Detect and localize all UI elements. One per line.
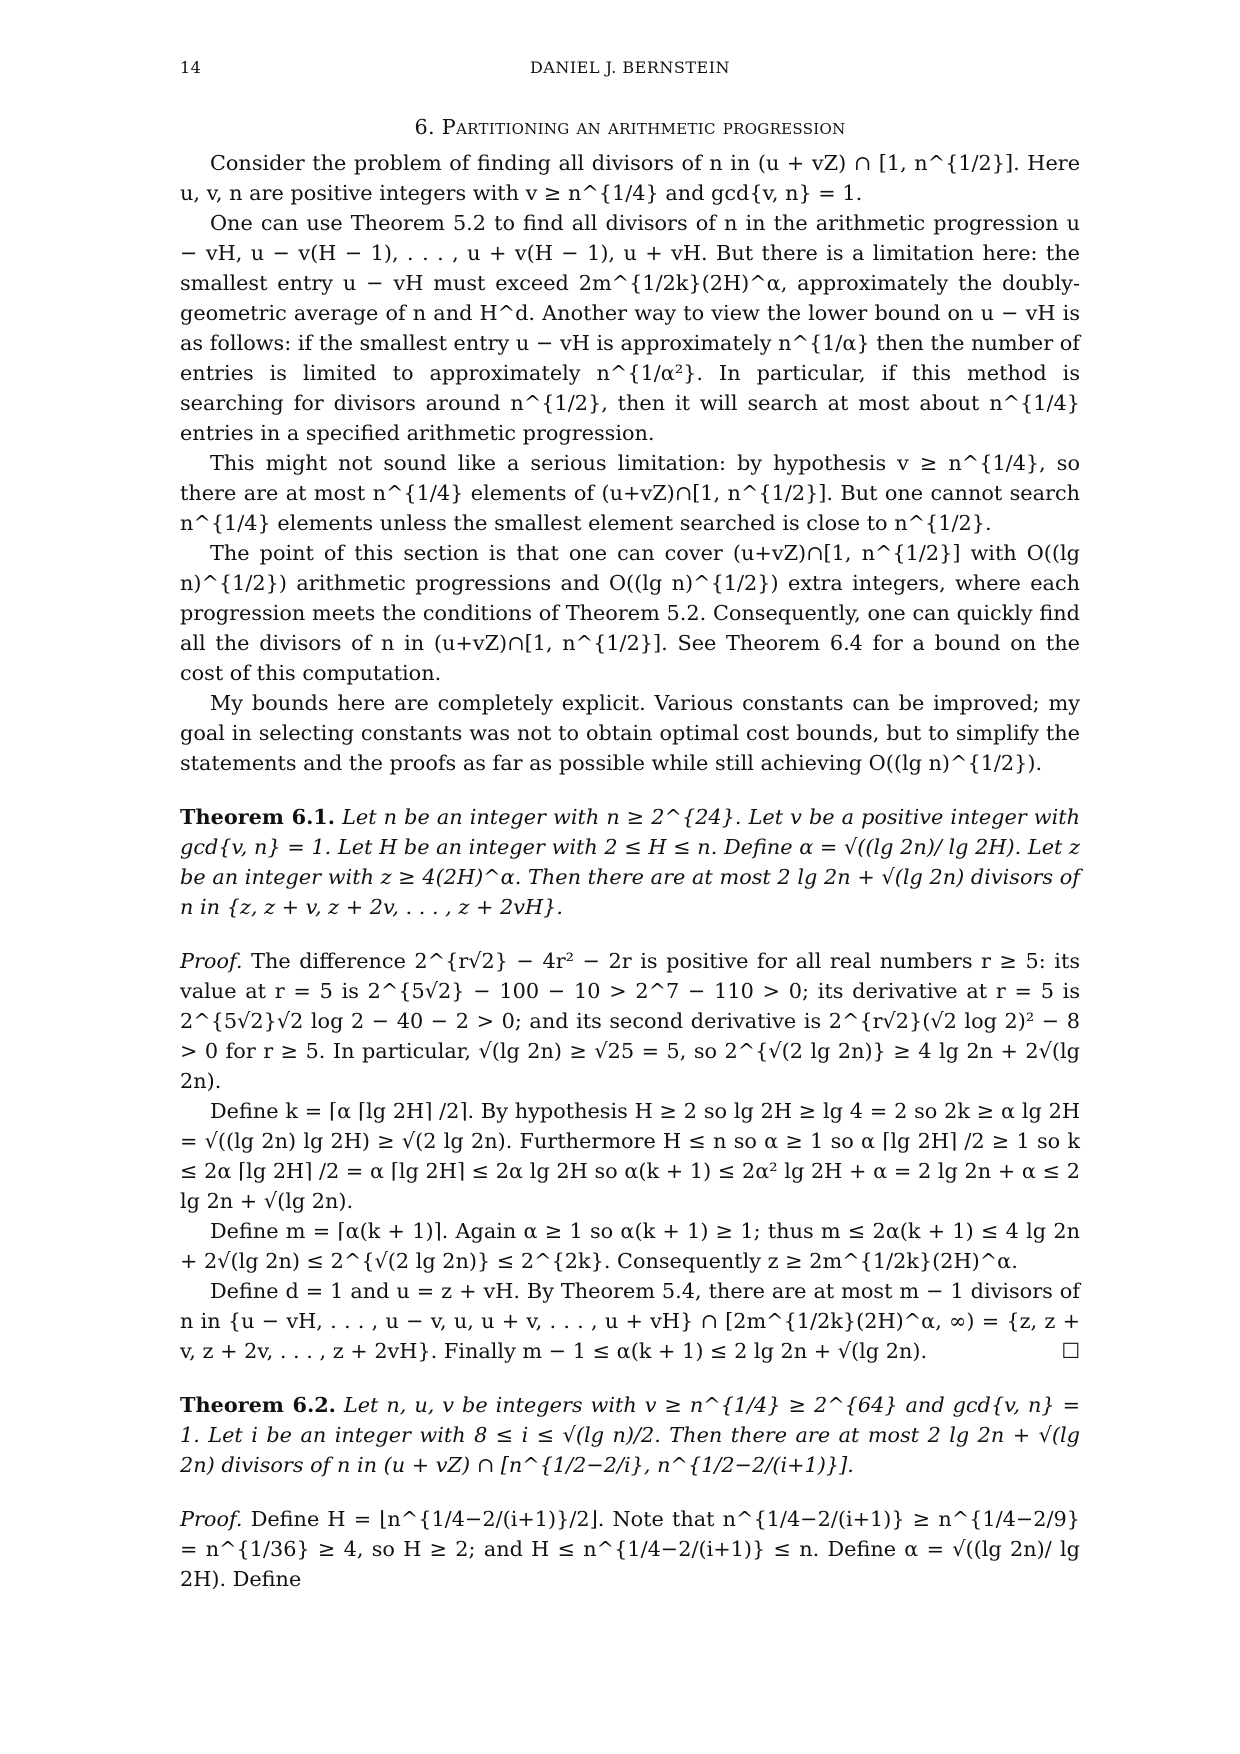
paragraph-5: My bounds here are completely explicit. Various constants can be improved; my goal in selecting constants was not to obtain optimal cost bounds, but to simplify the statements and the proofs as far as possible while still achieving O((lg n)^{1/2}). (180, 691, 1080, 775)
proof-label: Proof. (180, 1507, 243, 1531)
theorem-6-2 (180, 1390, 1080, 1480)
running-title: DANIEL J. BERNSTEIN (529, 58, 731, 77)
proof-paragraph (180, 1276, 1080, 1366)
theorem-label: Theorem 6.1. (180, 804, 336, 829)
proof-6-1 (180, 946, 1080, 1096)
theorem-label: Theorem 6.2. (180, 1392, 336, 1417)
page-number: 14 (180, 58, 202, 77)
running-head (180, 58, 1080, 82)
section-title: 6. Partitioning an arithmetic progression (414, 115, 846, 139)
paragraph-3: This might not sound like a serious limitation: by hypothesis v ≥ n^{1/4}, so there are at most n^{1/4} elements of (u+vZ)∩[1, n^{1/2}]. But one cannot search n^{1/4} elements unless the smallest element searched is close to n^{1/2}. (180, 451, 1080, 535)
main-content (180, 112, 1080, 1594)
proof-paragraph-text: Define d = 1 and u = z + vH. By Theorem 5.4, there are at most m − 1 divisors of n in {u − vH, . . . , u − v, u, u + v, . . . , u + vH} ∩ [2m^{1/2k}(2H)^α, ∞) = {z, z + v, z + 2v, . . . , z + 2vH}. Finally m − 1 ≤ α(k + 1) ≤ 2 lg 2n + √(lg 2n). (180, 1279, 1080, 1363)
theorem-statement: Let n be an integer with n ≥ 2^{24}. Let v be a positive integer with gcd{v, n} = 1. Let H be an integer with 2 ≤ H ≤ n. Define α = √((lg 2n)/ lg 2H). Let z be an integer with z ≥ 4(2H)^α. Then there are at most 2 lg 2n + √(lg 2n) divisors of n in {z, z + v, z + 2v, . . . , z + 2vH}. (180, 805, 1080, 919)
proof-paragraph: The difference 2^{r√2} − 4r² − 2r is positive for all real numbers r ≥ 5: its value at r = 5 is 2^{5√2} − 100 − 10 > 2^7 − 110 > 0; its derivative at r = 5 is 2^{5√2}√2 log 2 − 40 − 2 > 0; and its second derivative is 2^{r√2}(√2 log 2)² − 8 > 0 for r ≥ 5. In particular, √(lg 2n) ≥ √25 = 5, so 2^{√(2 lg 2n)} ≥ 4 lg 2n + 2√(lg 2n). (180, 949, 1080, 1093)
proof-label: Proof. (180, 949, 243, 973)
proof-paragraph: Define H = ⌊n^{1/4−2/(i+1)}/2⌋. Note that n^{1/4−2/(i+1)} ≥ n^{1/4−2/9} = n^{1/36} ≥ 4, so H ≥ 2; and H ≤ n^{1/4−2/(i+1)} ≤ n. Define α = √((lg 2n)/ lg 2H). Define (180, 1507, 1080, 1591)
proof-paragraph: Define m = ⌈α(k + 1)⌉. Again α ≥ 1 so α(k + 1) ≥ 1; thus m ≤ 2α(k + 1) ≤ 4 lg 2n + 2√(lg 2n) ≤ 2^{√(2 lg 2n)} ≤ 2^{2k}. Consequently z ≥ 2m^{1/2k}(2H)^α. (180, 1219, 1080, 1273)
proof-6-2 (180, 1504, 1080, 1594)
paragraph-2: One can use Theorem 5.2 to find all divisors of n in the arithmetic progression u − vH, u − v(H − 1), . . . , u + v(H − 1), u + vH. But there is a limitation here: the smallest entry u − vH must exceed 2m^{1/2k}(2H)^α, approximately the doubly-geometric average of n and H^d. Another way to view the lower bound on u − vH is as follows: if the smallest entry u − vH is approximately n^{1/α} then the number of entries is limited to approximately n^{1/α²}. In particular, if this method is searching for divisors around n^{1/2}, then it will search at most about n^{1/4} entries in a specified arithmetic progression. (180, 211, 1080, 445)
paragraph-1: Consider the problem of finding all divisors of n in (u + vZ) ∩ [1, n^{1/2}]. Here u, v, n are positive integers with v ≥ n^{1/4} and gcd{v, n} = 1. (180, 151, 1080, 205)
qed-symbol: ☐ (1061, 1339, 1080, 1363)
paragraph-4: The point of this section is that one can cover (u+vZ)∩[1, n^{1/2}] with O((lg n)^{1/2}) arithmetic progressions and O((lg n)^{1/2}) extra integers, where each progression meets the conditions of Theorem 5.2. Consequently, one can quickly find all the divisors of n in (u+vZ)∩[1, n^{1/2}]. See Theorem 6.4 for a bound on the cost of this computation. (180, 541, 1080, 685)
theorem-statement: Let n, u, v be integers with v ≥ n^{1/4} ≥ 2^{64} and gcd{v, n} = 1. Let i be an integer with 8 ≤ i ≤ √(lg n)/2. Then there are at most 2 lg 2n + √(lg 2n) divisors of n in (u + vZ) ∩ [n^{1/2−2/i}, n^{1/2−2/(i+1)}]. (180, 1393, 1080, 1477)
proof-paragraph: Define k = ⌈α ⌈lg 2H⌉ /2⌉. By hypothesis H ≥ 2 so lg 2H ≥ lg 4 = 2 so 2k ≥ α lg 2H = √((lg 2n) lg 2H) ≥ √(2 lg 2n). Furthermore H ≤ n so α ≥ 1 so α ⌈lg 2H⌉ /2 ≥ 1 so k ≤ 2α ⌈lg 2H⌉ /2 = α ⌈lg 2H⌉ ≤ 2α lg 2H so α(k + 1) ≤ 2α² lg 2H + α = 2 lg 2n + α ≤ 2 lg 2n + √(lg 2n). (180, 1099, 1080, 1213)
theorem-6-1 (180, 802, 1080, 922)
